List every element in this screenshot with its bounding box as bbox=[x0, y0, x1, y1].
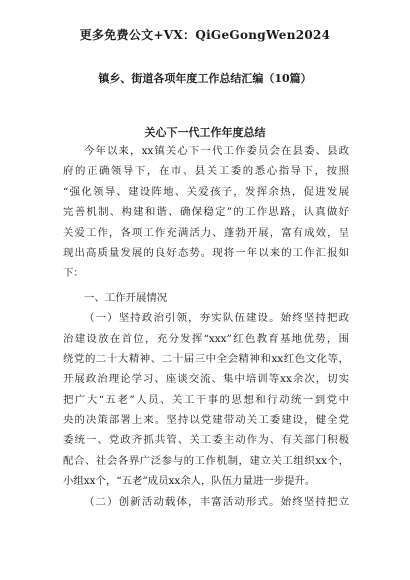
paragraph-line: 府的正确领导下，在市、县关工委的悉心指导下，按照 bbox=[63, 165, 349, 178]
paragraph-line: 绕党的二十大精神、二十届三中全会精神和xx红色文化等， bbox=[63, 352, 349, 365]
paragraph-line: 开展政治理论学习、座谈交流、集中培训等xx余次，切实 bbox=[63, 373, 349, 386]
paragraph-line: （一）坚持政治引领，夯实队伍建设。始终坚持把政 bbox=[84, 312, 349, 325]
paragraph-line: （二）创新活动载体，丰富活动形式。始终坚持把立 bbox=[84, 495, 349, 508]
body-text bbox=[63, 141, 349, 512]
paragraph-line: 下： bbox=[63, 267, 84, 280]
paragraph-line: “强化领导、建设阵地、关爱孩子，发挥余热，促进发展 bbox=[63, 185, 349, 198]
paragraph-line: 配合、社会各界广泛参与的工作机制，建立关工组织xx个， bbox=[63, 454, 349, 467]
document-title: 镇乡、街道各项年度工作总结汇编（10篇） bbox=[98, 72, 312, 85]
section-title: 关心下一代工作年度总结 bbox=[144, 126, 266, 139]
paragraph-line: 治建设放在首位，充分发挥“xxx”红色教育基地优势，围 bbox=[63, 332, 349, 345]
paragraph-line: 现出高质量发展的良好态势。现将一年以来的工作汇报如 bbox=[63, 246, 349, 259]
paragraph-line: 今年以来，xx镇关心下一代工作委员会在县委、县政 bbox=[84, 145, 349, 157]
paragraph-line: 关爱工作，各项工作充满活力、蓬勃开展，富有成效，呈 bbox=[63, 226, 349, 239]
paragraph-line: 完善机制、构建和谐、确保稳定”的工作思路，认真做好 bbox=[63, 206, 349, 219]
paragraph-line: 小组xx个，“五老”成员xx余人，队伍力量进一步提升。 bbox=[63, 475, 316, 488]
promo-header: 更多免费公文+VX：QiGeGongWen2024 bbox=[79, 28, 331, 42]
section-heading: 一、工作开展情况 bbox=[84, 291, 168, 304]
paragraph-line: 把广大“五老”人员、关工干事的思想和行动统一到党中 bbox=[63, 393, 349, 406]
paragraph-line: 央的决策部署上来。坚持以党建带动关工委建设，健全党 bbox=[63, 414, 349, 427]
paragraph-line: 委统一、党政齐抓共管、关工委主动作为、有关部门积极 bbox=[63, 434, 349, 447]
